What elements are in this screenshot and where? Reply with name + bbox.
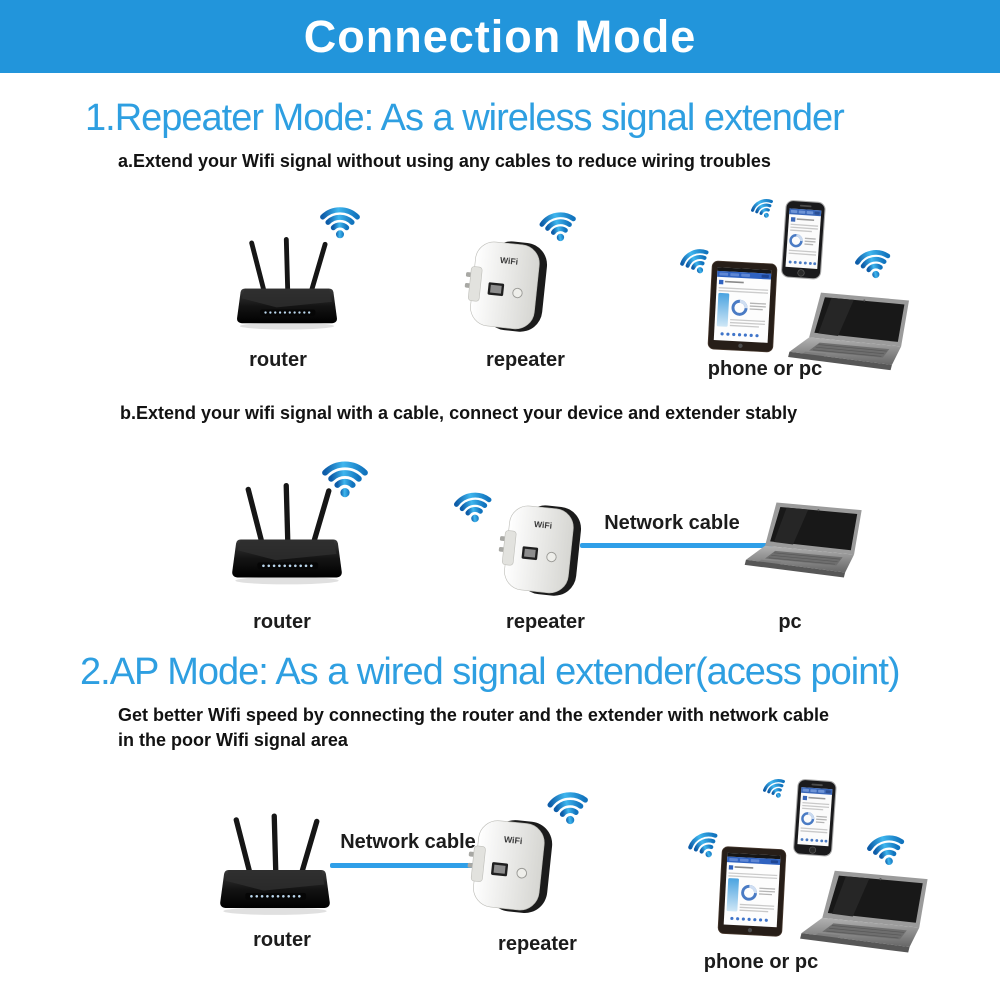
header-banner [0,0,1000,73]
phone-image [777,198,831,282]
pc-label: pc [778,611,802,633]
wifi-signal-icon [533,201,583,245]
tablet-image [707,259,779,353]
section1-note-a: a.Extend your Wifi signal without using any cables to reduce wiring troubles [118,151,771,171]
section2-note-line2: in the poor Wifi signal area [118,730,348,750]
repeater-label: repeater [506,611,585,633]
wifi-signal-icon [756,770,792,804]
network-cable-line [330,863,476,868]
router-image [230,480,344,590]
router-label: router [253,611,311,633]
wifi-signal-icon [448,482,499,526]
repeater-image [496,502,586,602]
wifi-signal-icon [860,824,913,871]
repeater-label: repeater [486,349,565,371]
phone-image [789,777,841,859]
devices-label: phone or pc [703,951,819,973]
router-label: router [249,349,307,371]
wifi-signal-icon [316,199,364,239]
network-cable-label: Network cable [604,512,740,534]
wifi-signal-icon [848,239,899,283]
repeater-label: repeater [498,933,577,955]
repeater-image [461,238,553,338]
router-label: router [253,929,311,951]
section2-note-line1: Get better Wifi speed by connecting the router and the extender with network cable [118,705,829,725]
wifi-signal-icon [744,190,780,224]
repeater-image [466,816,556,920]
router-image [235,236,339,333]
tablet-image [717,845,788,937]
network-cable-label: Network cable [340,831,476,853]
page-title: Connection Mode [303,11,697,62]
section1-note-b: b.Extend your wifi signal with a cable, connect your device and extender stably [120,403,798,423]
section2-heading: 2.AP Mode: As a wired signal extender(acess point) [80,651,900,693]
section2-note [118,703,829,753]
router-image [218,812,332,919]
section1-heading: 1.Repeater Mode: As a wireless signal extender [85,97,844,139]
laptop-image [737,500,877,589]
devices-label: phone or pc [707,358,823,380]
